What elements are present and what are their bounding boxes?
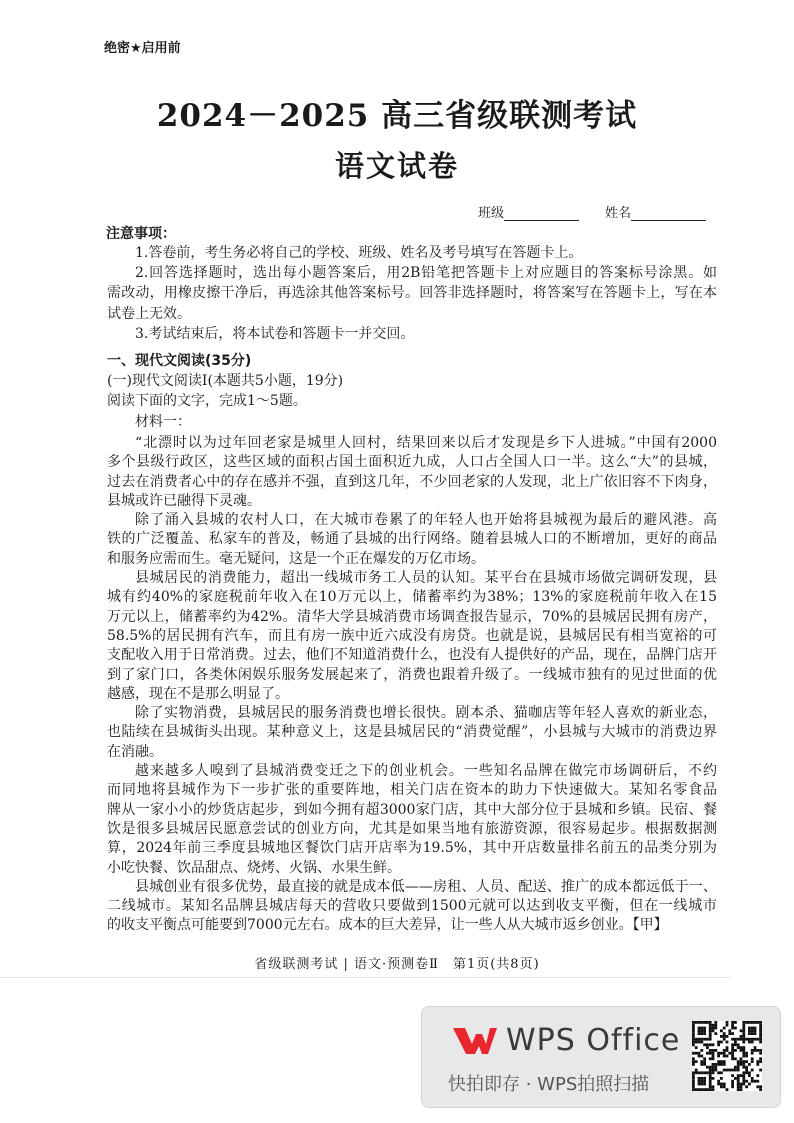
body-line: 县城创业有很多优势，最直接的就是成本低——房租、人员、配送、推广的成本都远低于一、: [135, 878, 717, 895]
exam-title: 2024－2025 高三省级联测考试: [156, 98, 638, 134]
body-line: 到了家门口，各类休闲娱乐服务发展起来了，消费也跟着升级了。一线城市独有的见过世面的优: [107, 666, 717, 683]
body-line: 牌从一家小小的炒货店起步，到如今拥有超3000家门店，其中大部分位于县城和乡镇。民宿、餐: [107, 801, 717, 818]
body-line: 多个县级行政区，这些区域的面积占国土面积近九成，人口占全国人口一半。这么“大”的县城，: [107, 454, 717, 471]
body-line: 除了涌入县城的农村人口，在大城市卷累了的年轻人也开始将县城视为最后的避风港。高: [135, 512, 717, 529]
body-line: 万元以上，储蓄率约为42%。清华大学县城消费市场调查报告显示，70%的县城居民拥有房产，: [107, 608, 717, 625]
qr-code-icon: [692, 1021, 762, 1091]
notice-line: 1.答卷前，考生务必将自己的学校、班级、姓名及考号填写在答题卡上。: [135, 245, 583, 261]
body-line: 除了实物消费，县城居民的服务消费也增长很快。剧本杀、猫咖店等年轻人喜欢的新业态，: [135, 705, 717, 722]
body-line: 和服务应需而生。毫无疑问，这是一个正在爆发的万亿市场。: [107, 550, 485, 567]
wps-logo: [452, 1023, 680, 1058]
body-line: 县城居民的消费能力，超出一线城市务工人员的认知。某平台在县城市场做完调研发现，县: [135, 570, 717, 587]
name-blank: [631, 206, 706, 221]
name-field: [605, 202, 706, 221]
reading-passage: [107, 434, 717, 936]
body-line: 过去在消费者心中的存在感并不强，直到这几年，不少回老家的人发现，北上广依旧容不下肉身，: [107, 473, 717, 490]
name-label: 姓名: [605, 206, 632, 221]
wps-logo-icon: [452, 1026, 498, 1056]
sub-section-heading: (一)现代文阅读Ⅰ(本题共5小题，19分): [107, 373, 344, 390]
body-line: 越感，现在不是那么明显了。: [107, 685, 289, 702]
body-line: 也陆续在县城街头出现。某种意义上，这是县城居民的“消费觉醒”，小县城与大城市的消费边界: [107, 724, 717, 741]
class-label: 班级: [478, 206, 505, 221]
page-footer: 省级联测考试 | 语文·预测卷Ⅱ 第1页(共8页): [254, 957, 540, 972]
wps-tagline: 快拍即存 · WPS拍照扫描: [448, 1074, 650, 1095]
class-blank: [504, 206, 579, 221]
reading-instruction: 阅读下面的文字，完成1～5题。: [107, 393, 307, 410]
body-line: 算，2024年前三季度县城地区餐饮门店开店率为19.5%，其中开店数量排名前五的品类分别为: [107, 840, 717, 857]
wps-brand-name: WPS Office: [506, 1023, 681, 1058]
wps-scan-banner[interactable]: [421, 1006, 781, 1108]
body-line: 在消融。: [107, 743, 163, 760]
notice-line: 需改动，用橡皮擦干净后，再选涂其他答案标号。回答非选择题时，将答案写在答题卡上，写在本: [107, 285, 717, 302]
notice-line: 2.回答选择题时，选出每小题答案后，用2B铅笔把答题卡上对应题目的答案标号涂黑。如: [135, 265, 717, 282]
body-line: 县城或许已融得下灵魂。: [107, 492, 261, 509]
footer-divider: [0, 977, 730, 978]
body-line: 的收支平衡点可能要到7000元左右。成本的巨大差异，让一些人从大城市返乡创业。【甲】: [107, 917, 668, 934]
notice-heading: 注意事项：: [106, 226, 176, 242]
notice-line: 3.考试结束后，将本试卷和答题卡一并交回。: [135, 325, 415, 342]
class-field: [478, 202, 579, 221]
body-line: 铁的广泛覆盖、私家车的普及，畅通了县城的出行网络。随着县城人口的不断增加，更好的商品: [107, 531, 717, 548]
student-info-fields: [478, 202, 706, 221]
body-line: 饮是很多县城居民愿意尝试的创业方向，尤其是如果当地有旅游资源，很容易起步。根据数据测: [107, 820, 717, 837]
section-header: [107, 351, 717, 432]
body-line: “北漂时以为过年回老家是城里人回村，结果回来以后才发现是乡下人进城。”中国有2000: [135, 435, 717, 451]
confidential-label: 绝密★启用前: [104, 41, 181, 56]
body-line: 58.5%的居民拥有汽车，而且有房一族中近六成没有房贷。也就是说，县城居民有相当宽裕的可: [107, 627, 717, 644]
body-line: 而同地将县城作为下一步扩张的重要阵地，相关门店在资本的助力下快速做大。某知名零食品: [107, 782, 717, 799]
material-label: 材料一：: [135, 413, 191, 430]
body-line: 城有约40%的家庭税前年收入在10万元以上，储蓄率约为38%；13%的家庭税前年收入在15: [107, 589, 717, 606]
body-line: 小吃快餐、饮品甜点、烧烤、火锅、水果生鲜。: [107, 859, 401, 876]
notice-line: 试卷上无效。: [107, 305, 191, 322]
notice-list: [107, 243, 717, 344]
body-line: 二线城市。某知名品牌县城店每天的营收只要做到1500元就可以达到收支平衡，但在一线城市: [107, 898, 717, 915]
section-heading: 一、现代文阅读(35分): [107, 353, 252, 369]
body-line: 越来越多人嗅到了县城消费变迁之下的创业机会。一些知名品牌在做完市场调研后，不约: [135, 763, 717, 780]
body-line: 支配收入用于日常消费。过去，他们不知道消费什么，也没有人提供好的产品，现在，品牌门店开: [107, 647, 717, 664]
exam-subtitle: 语文试卷: [334, 149, 459, 183]
